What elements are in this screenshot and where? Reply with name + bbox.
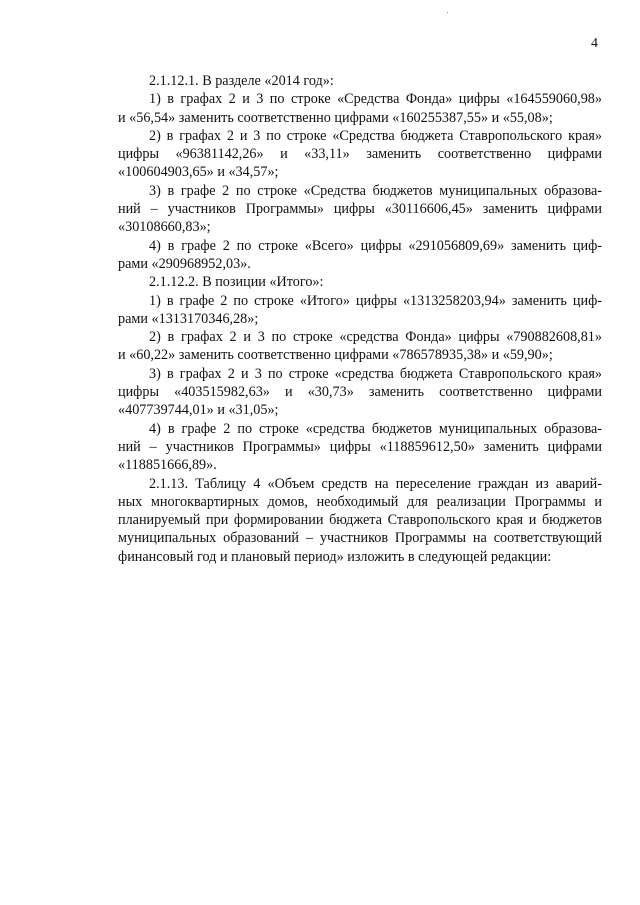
text-line: рами «290968952,03». <box>118 255 251 272</box>
text-line: муниципальных образований – участников Программы на соответствующий <box>118 530 602 547</box>
scan-speck <box>447 12 448 13</box>
paragraph-p6 <box>118 273 602 291</box>
text-line: 2.1.12.2. В позиции «Итого»: <box>149 274 324 291</box>
text-line: 1) в графе 2 по строке «Итого» цифры «1313258203,94» заменить циф- <box>149 292 602 309</box>
text-line: и «60,22» заменить соответственно цифрами «786578935,38» и «59,90»; <box>118 347 553 364</box>
text-line: 4) в графе 2 по строке «Всего» цифры «291056809,69» заменить циф- <box>149 237 602 254</box>
paragraph-p9 <box>118 365 602 420</box>
text-line: ний – участников Программы» цифры «30116606,45» заменить цифрами <box>118 201 602 218</box>
paragraph-p5 <box>118 237 602 274</box>
text-line: 3) в графах 2 и 3 по строке «средства бюджета Ставропольского края» <box>149 365 602 382</box>
text-line: 2.1.13. Таблицу 4 «Объем средств на переселение граждан из аварий- <box>149 475 602 492</box>
text-line: «30108660,83»; <box>118 219 211 236</box>
text-line: 1) в графах 2 и 3 по строке «Средства Фонда» цифры «164559060,98» <box>149 91 602 108</box>
paragraph-p2 <box>118 90 602 127</box>
paragraph-p7 <box>118 292 602 329</box>
text-line: «407739744,01» и «31,05»; <box>118 402 279 419</box>
text-line: ний – участников Программы» цифры «118859612,50» заменить цифрами <box>118 438 602 455</box>
text-line: и «56,54» заменить соответственно цифрами «160255387,55» и «55,08»; <box>118 109 553 126</box>
page-number: 4 <box>591 36 598 51</box>
text-line: 4) в графе 2 по строке «средства бюджетов муниципальных образова- <box>149 420 602 437</box>
text-line: 2) в графах 2 и 3 по строке «Средства бюджета Ставропольского края» <box>149 127 602 144</box>
text-line: ных многоквартирных домов, необходимый для реализации Программы и <box>118 493 602 510</box>
text-line: планируемый при формировании бюджета Ставропольского края и бюджетов <box>118 512 602 529</box>
paragraph-p4 <box>118 182 602 237</box>
text-line: 2) в графах 2 и 3 по строке «средства Фонда» цифры «790882608,81» <box>149 329 602 346</box>
text-line: 2.1.12.1. В разделе «2014 год»: <box>149 73 334 89</box>
paragraph-p11 <box>118 475 602 566</box>
paragraph-list <box>118 72 602 566</box>
text-line: 3) в графе 2 по строке «Средства бюджетов муниципальных образова- <box>149 182 602 199</box>
text-line: цифры «403515982,63» и «30,73» заменить соответственно цифрами <box>118 384 602 401</box>
text-line: рами «1313170346,28»; <box>118 310 259 327</box>
text-line: финансовый год и плановый период» изложить в следующей редакции: <box>118 548 552 565</box>
document-body <box>118 72 602 566</box>
paragraph-p10 <box>118 420 602 475</box>
text-line: цифры «96381142,26» и «33,11» заменить соответственно цифрами <box>118 146 602 163</box>
paragraph-p8 <box>118 328 602 365</box>
paragraph-p3 <box>118 127 602 182</box>
paragraph-p1 <box>118 72 602 90</box>
text-line: «100604903,65» и «34,57»; <box>118 164 279 181</box>
text-line: «118851666,89». <box>118 457 217 474</box>
